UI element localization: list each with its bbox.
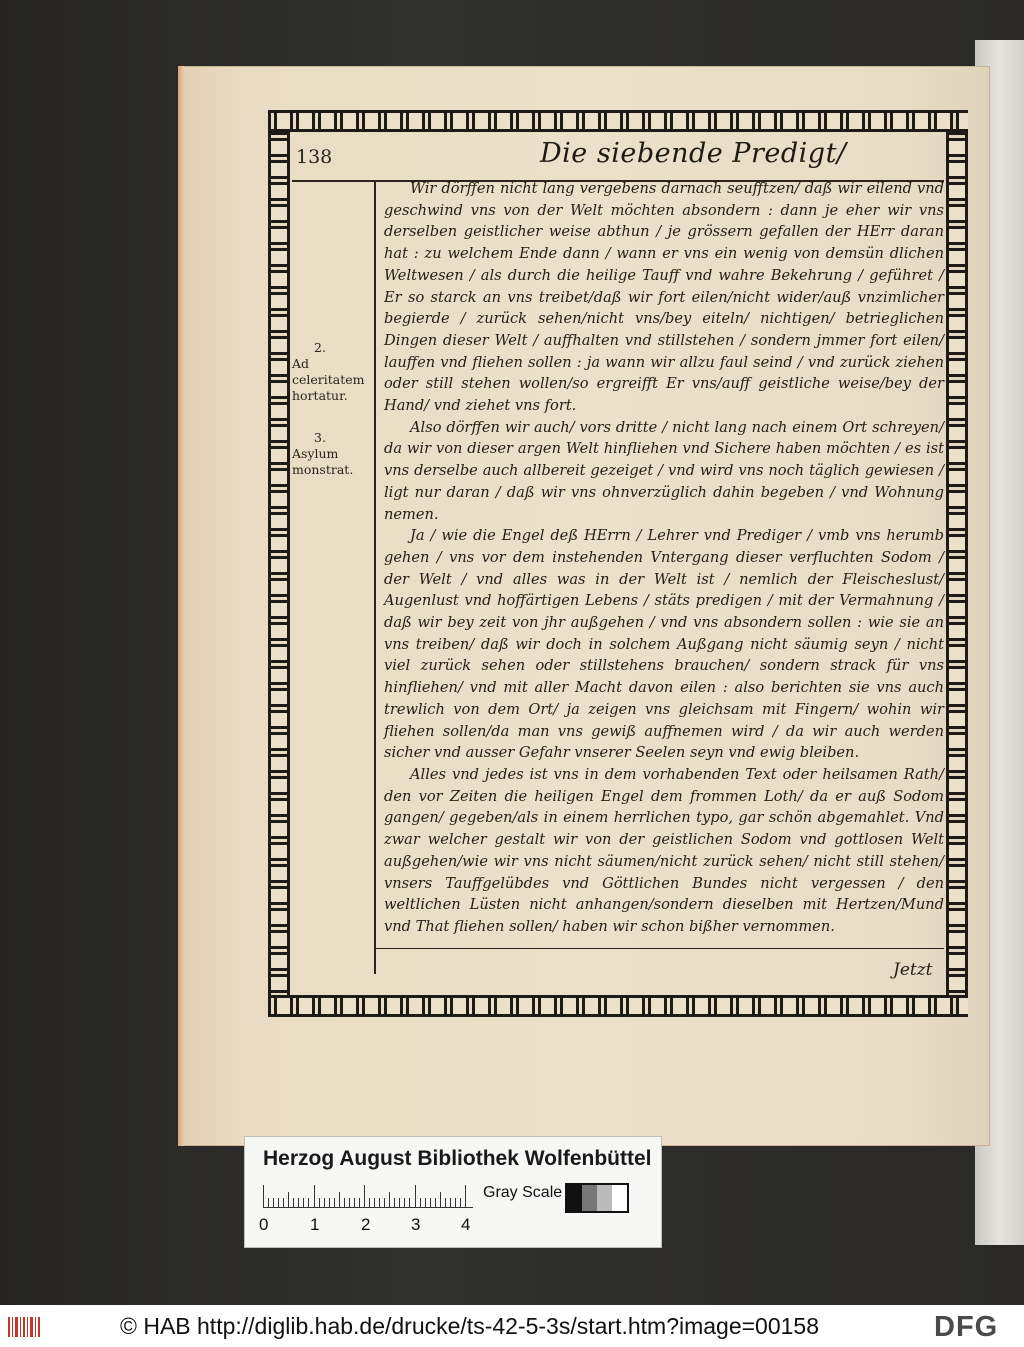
gray-scale-label: Gray Scale xyxy=(483,1184,563,1201)
paragraph: Alles vnd jedes ist vns in dem vorhabenden Text oder heilsamen Rath/ den vor Zeiten die heiligen Engel dem frommen Loth/ da er auß Sodom gangen/ gegeben/als in einem herrlichen typo, gar schön abgemahlet. Vnd zwar welcher gestalt wir von der geistlichen Sodom vnd gottlosen Welt außgehen/wie wir vns nicht säumen/nicht zurück sehen/ nicht still stehen/ vnsers Tauffgelübdes vnd Göttlichen Bundes nicht vergessen / den weltlichen Lüsten nicht anhangen/sondern dieselben mit Hertzen/Mund vnd That fliehen sollen/ haben wir schon bißher vernommen. xyxy=(384,765,944,935)
running-head: Die siebende Predigt/ xyxy=(540,138,847,169)
text-bottom-rule xyxy=(376,948,944,949)
ruler-number: 2 xyxy=(361,1215,371,1234)
margin-rule xyxy=(374,182,376,974)
ruler-number: 1 xyxy=(310,1215,320,1234)
ruler-tick xyxy=(314,1185,315,1207)
ruler-tick xyxy=(404,1198,405,1207)
ruler-tick xyxy=(303,1198,304,1207)
margin-note-text: Ad celeritatem hortatur. xyxy=(292,356,365,403)
ruler-tick xyxy=(374,1198,375,1207)
catchword: Jetzt xyxy=(893,960,933,980)
barcode-icon xyxy=(6,1313,44,1341)
ruler-tick xyxy=(344,1198,345,1207)
ruler-tick xyxy=(324,1198,325,1207)
ruler-tick xyxy=(389,1192,390,1207)
footer-bar xyxy=(0,1305,1024,1347)
ruler-number: 4 xyxy=(461,1215,471,1234)
ruler-number: 0 xyxy=(259,1215,269,1234)
library-label xyxy=(244,1136,662,1248)
margin-note xyxy=(292,430,372,478)
library-name: Herzog August Bibliothek Wolfenbüttel xyxy=(263,1147,652,1170)
ruler-tick xyxy=(354,1198,355,1207)
margin-note-number: 2. xyxy=(314,340,326,355)
ruler-tick xyxy=(308,1198,309,1207)
ruler-tick xyxy=(440,1192,441,1207)
gray-scale-swatch xyxy=(565,1183,629,1213)
copyright-link[interactable]: © HAB http://diglib.hab.de/drucke/ts-42-5-3s/start.htm?image=00158 xyxy=(120,1313,820,1339)
ruler-tick xyxy=(455,1198,456,1207)
ornament-border-bottom xyxy=(268,995,968,1017)
ruler-tick xyxy=(445,1198,446,1207)
ruler-tick xyxy=(319,1198,320,1207)
ruler xyxy=(263,1183,473,1208)
paragraph: Also dörffen wir auch/ vors dritte / nicht lang nach einem Ort schreyen/ da wir von dieser argen Welt hinfliehen vnd Sichere haben möchten / es ist vns derselbe auch allbereit gezeiget / vnd wird vns noch täglich gewiesen / ligt nur daran / daß wir vns ohnverzüglich dahin begeben / vnd Wohnung nemen. xyxy=(384,418,944,523)
margin-note xyxy=(292,340,372,404)
ruler-tick xyxy=(409,1198,410,1207)
ruler-tick xyxy=(334,1198,335,1207)
ruler-tick xyxy=(415,1185,416,1207)
ornament-border-right xyxy=(946,132,968,995)
ruler-tick xyxy=(420,1198,421,1207)
ruler-tick xyxy=(293,1198,294,1207)
ruler-tick xyxy=(359,1198,360,1207)
ruler-tick xyxy=(364,1185,365,1207)
ruler-tick xyxy=(288,1192,289,1207)
ornament-border-left xyxy=(268,132,290,995)
dfg-logo: DFG xyxy=(934,1311,999,1343)
page-spine-edge xyxy=(178,66,184,1146)
ruler-tick xyxy=(268,1198,269,1207)
ruler-tick xyxy=(399,1198,400,1207)
ruler-tick xyxy=(379,1198,380,1207)
ruler-tick xyxy=(263,1185,264,1207)
ruler-tick xyxy=(450,1198,451,1207)
ruler-tick xyxy=(278,1198,279,1207)
ruler-tick xyxy=(349,1198,350,1207)
ornament-border-top xyxy=(268,110,968,132)
margin-note-number: 3. xyxy=(314,430,326,445)
ruler-tick xyxy=(329,1198,330,1207)
ruler-tick xyxy=(465,1185,466,1207)
ruler-tick xyxy=(435,1198,436,1207)
ruler-tick xyxy=(369,1198,370,1207)
ruler-tick xyxy=(460,1198,461,1207)
paragraph: Ja / wie die Engel deß HErrn / Lehrer vnd Prediger / vmb vns herumb gehen / vns vor dem instehenden Vntergang dieser verfluchten Sodom / der Welt / vnd alles was in der Welt ist / nemlich der Fleischeslust/ Augenlust vnd hoffärtigen Lebens / stäts predigen / mit der Vermahnung / daß wir bey zeit von jhr außgehen / vnd vns absondern sollen : wie sie an vns treiben/ daß wir doch in solchem Außgang nicht säumig seyn / nicht viel zurück sehen oder stillstehens brauchen/ sondern strack für vns hinfliehen/ vnd mit aller Macht davon eilen : also berichten sie vns auch trewlich von dem Ort/ ja zeigen vns gleichsam mit Fingern/ wohin wir fliehen sollen/da man vns gewiß auffnemen wird / da wir auch werden sicher vnd ausser Gefahr vnserer Seelen seyn vnd ewig bleiben. xyxy=(384,527,944,762)
margin-note-text: Asylum monstrat. xyxy=(292,446,354,477)
ruler-tick xyxy=(430,1198,431,1207)
ruler-tick xyxy=(339,1192,340,1207)
ruler-tick xyxy=(425,1198,426,1207)
ruler-tick xyxy=(384,1198,385,1207)
ruler-tick xyxy=(283,1198,284,1207)
ruler-tick xyxy=(394,1198,395,1207)
ruler-tick xyxy=(273,1198,274,1207)
ruler-number: 3 xyxy=(411,1215,421,1234)
ruler-tick xyxy=(298,1198,299,1207)
page-number: 138 xyxy=(296,146,333,168)
paragraph: Wir dörffen nicht lang vergebens darnach seufftzen/ daß wir eilend vnd geschwind vns von der Welt möchten absondern : dann je eher wir vns derselben geistlicher weise abthun / je grössern gefallen der HErr daran hat : zu welchem Ende dann / wann er vns ein wenig von demsün dlichen Weltwesen / als durch die heilige Tauff vnd wahre Bekehrung / geführet / Er so starck an vns treibet/daß wir fort eilen/nicht wider/auß vnzimlicher begierde / zurück sehen/nicht vns/bey eiteln/ nichtigen/ betrieglichen Dingen dieser Welt / auffhalten vnd stillstehen / sondern jmmer fort eilen/ lauffen vnd fliehen sollen : ja wann wir allzu faul seind / vnd zurück ziehen oder still stehen wollen/so ergreifft Er vns/auff geistliche weise/bey der Hand/ vnd ziehet vns fort. xyxy=(384,180,944,415)
body-text xyxy=(384,178,944,938)
